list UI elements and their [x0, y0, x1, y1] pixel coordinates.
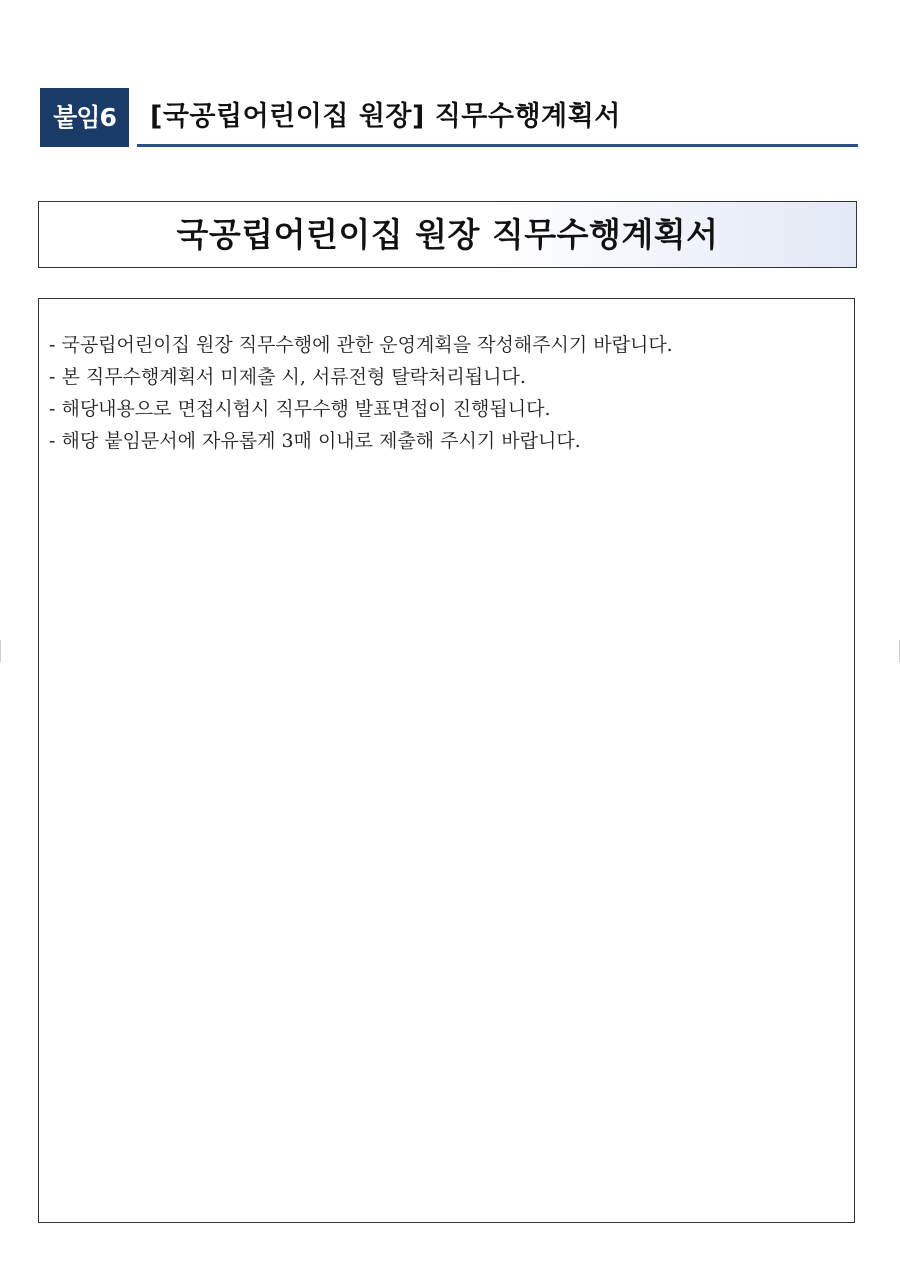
instruction-item: - 본 직무수행계획서 미제출 시, 서류전형 탈락처리됩니다.: [49, 366, 526, 388]
instruction-item: - 해당내용으로 면접시험시 직무수행 발표면접이 진행됩니다.: [49, 398, 551, 420]
attachment-badge: 붙임6: [40, 88, 129, 147]
document-title: 국공립어린이집 원장 직무수행계획서: [176, 215, 719, 254]
instruction-item: - 해당 붙임문서에 자유롭게 3매 이내로 제출해 주시기 바랍니다.: [49, 430, 581, 452]
attachment-header: [40, 88, 858, 150]
instruction-item: - 국공립어린이집 원장 직무수행에 관한 운영계획을 작성해주시기 바랍니다.: [49, 334, 673, 356]
document-title-box: [38, 201, 857, 268]
header-underline: [137, 144, 858, 147]
instruction-list: [49, 329, 844, 457]
plan-content-area[interactable]: [38, 298, 855, 1223]
attachment-header-title: [국공립어린이집 원장] 직무수행계획서: [150, 101, 621, 132]
left-edge-mark: [0, 640, 1, 662]
